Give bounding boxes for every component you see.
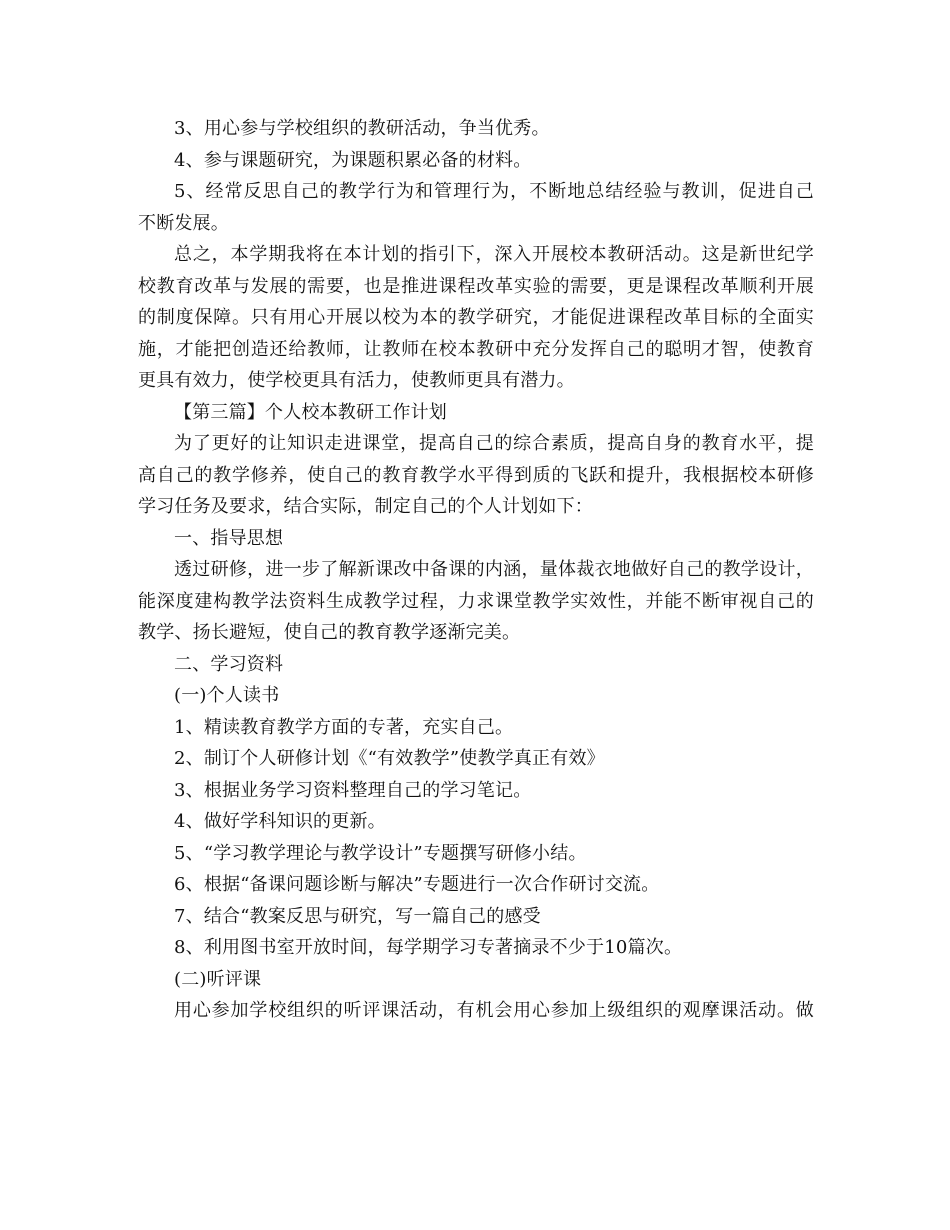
text-line: 6、根据“备课问题诊断与解决”专题进行一次合作研讨交流。 xyxy=(174,874,660,895)
text-line: 4、做好学科知识的更新。 xyxy=(174,811,386,832)
text-line: 5、经常反思自己的教学行为和管理行为，不断地总结经验与教训，促进自己 xyxy=(174,181,814,202)
text-line: 教学、扬长避短，使自己的教育教学逐渐完美。 xyxy=(138,622,521,643)
text-line: 施，才能把创造还给教师，让教师在校本教研中充分发挥自己的聪明才智，使教育 xyxy=(138,338,814,360)
text-line: 1、精读教育教学方面的专著，充实自己。 xyxy=(174,716,514,738)
text-line: 透过研修，进一步了解新课改中备课的内涵，量体裁衣地做好自己的教学设计， xyxy=(174,559,814,580)
text-line: 用心参加学校组织的听评课活动，有机会用心参加上级组织的观摩课活动。做 xyxy=(174,1000,814,1021)
text-line: 能深度建构教学法资料生成教学过程，力求课堂教学实效性，并能不断审视自己的 xyxy=(138,590,814,612)
text-line: 为了更好的让知识走进课堂，提高自己的综合素质，提高自身的教育水平，提 xyxy=(174,433,814,454)
text-line: 2、制订个人研修计划《“有效教学”使教学真正有效》 xyxy=(174,748,605,769)
text-line: 【第三篇】个人校本教研工作计划 xyxy=(174,401,447,423)
document-page xyxy=(138,113,814,1027)
text-line: 3、根据业务学习资料整理自己的学习笔记。 xyxy=(174,779,532,801)
text-line: 一、指导思想 xyxy=(174,527,284,549)
text-line: 7、结合“教案反思与研究，写一篇自己的感受 xyxy=(174,905,541,927)
text-line: 不断发展。 xyxy=(138,212,229,234)
text-line: (一)个人读书 xyxy=(174,685,280,706)
text-line: (二)听评课 xyxy=(174,968,262,990)
text-line: 8、利用图书室开放时间，每学期学习专著摘录不少于10篇次。 xyxy=(174,937,683,958)
text-line: 5、“学习教学理论与教学设计”专题撰写研修小结。 xyxy=(174,842,587,864)
text-line: 的制度保障。只有用心开展以校为本的教学研究，才能促进课程改革目标的全面实 xyxy=(138,307,814,328)
text-line: 总之，本学期我将在本计划的指引下，深入开展校本教研活动。这是新世纪学 xyxy=(174,244,814,265)
text-line: 学习任务及要求，结合实际，制定自己的个人计划如下： xyxy=(138,496,593,517)
text-line: 4、参与课题研究，为课题积累必备的材料。 xyxy=(174,149,532,171)
text-line: 更具有效力，使学校更具有活力，使教师更具有潜力。 xyxy=(138,370,575,391)
text-line: 校教育改革与发展的需要，也是推进课程改革实验的需要，更是课程改革顺利开展 xyxy=(138,275,814,297)
text-line: 二、学习资料 xyxy=(174,653,284,675)
text-line: 高自己的教学修养，使自己的教育教学水平得到质的飞跃和提升，我根据校本研修 xyxy=(138,464,814,486)
text-line: 3、用心参与学校组织的教研活动，争当优秀。 xyxy=(174,118,550,139)
